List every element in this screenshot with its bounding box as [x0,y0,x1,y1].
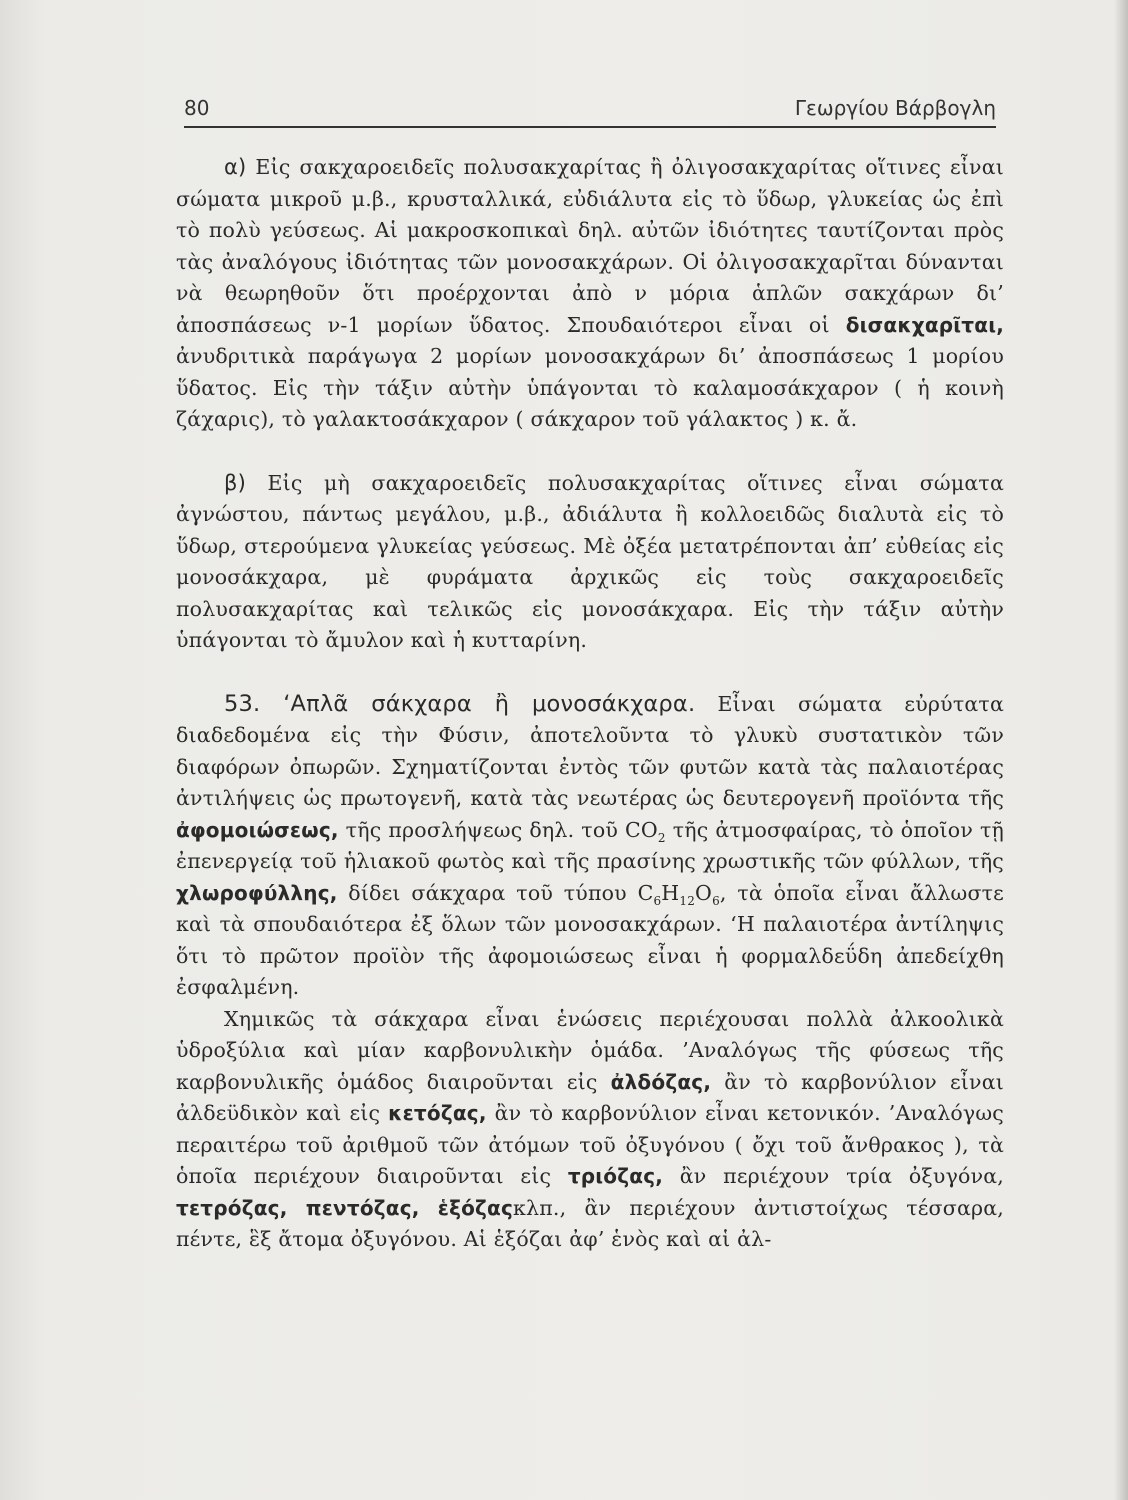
formula-hydrogen-subscript: 12 [679,893,696,908]
item-label-beta: β) [224,470,246,495]
paragraph-beta-text: Εἰς μὴ σακχαροειδεῖς πολυσακχαρίτας οἵτινες εἶναι σώματα ἀγνώστου, πάντως μεγάλου, μ.β., ἀδιάλυτα ἢ κολλοειδῶς διαλυτὰ εἰς τὸ ὕδωρ, στερούμενα γλυκείας γεύσεως. Μὲ ὀξέα μετατρέπονται ἀπ’ εὐθείας εἰς μονοσάκχαρα, μὲ φυράματα ἀρχικῶς εἰς τοὺς σακχαροειδεῖς πολυσακχαρίτας καὶ τελικῶς εἰς μονοσάκχαρα. Εἰς τὴν τάξιν αὐτὴν ὑπάγονται τὸ ἄμυλον καὶ ἡ κυτταρίνη. [176,470,1004,652]
term-trioses: τριόζας, [567,1164,664,1188]
term-ketoses: κετόζας, [388,1101,487,1125]
paragraph-chemistry-text-6 [420,1196,438,1220]
paragraph-beta [176,468,1004,657]
formula-oxygen: O [695,880,713,905]
term-disaccharides: δισακχαρῖται, [845,312,1004,337]
formula-carbon: C [637,880,654,905]
paragraph-chemistry [176,1004,1004,1256]
section-title: ‘Απλᾶ σάκχαρα ἢ μονοσάκχαρα. [260,690,696,717]
formula-oxygen-subscript: 6 [712,893,720,908]
page-header [184,92,996,128]
page-body [176,152,1004,1256]
paragraph-chemistry-text-7: κλπ., ἂν περιέχουν ἀντιστοίχως τέσσαρα, πέντε, ἓξ ἄτομα ὀξυγόνου. Αἱ ἑξόζαι ἀφ’ ἑνὸς καὶ αἱ ἀλ- [176,1195,1004,1251]
paragraph-alpha-text: Εἰς σακχαροειδεῖς πολυσακχαρίτας ἢ ὀλιγοσακχαρίτας οἵτινες εἶναι σώματα μικροῦ μ.β., κρυσταλλικά, εὐδιάλυτα εἰς τὸ ὕδωρ, γλυκείας ὡς ἐπὶ τὸ πολὺ γεύσεως. Αἱ μακροσκοπικαὶ δηλ. αὐτῶν ἰδιότητες ταυτίζονται πρὸς τὰς ἀναλόγους ἰδιότητας τῶν μονοσακχάρων. Οἱ ὀλιγοσακχαρῖται δύνανται νὰ θεωρηθοῦν ὅτι προέρχονται ἀπὸ ν μόρια ἁπλῶν σακχάρων δι’ ἀποσπάσεως ν-1 μορίων ὕδατος. Σπουδαιότεροι εἶναι οἱ [176,155,1004,337]
paragraph-alpha-text-2: ἀνυδριτικὰ παράγωγα 2 μορίων μονοσακχάρων δι’ ἀποσπάσεως 1 μορίου ὕδατος. Εἰς τὴν τάξιν αὐτὴν ὑπάγονται τὸ καλαμοσάκχαρον ( ἡ κοινὴ ζάχαρις), τὸ γαλακτοσάκχαρον ( σάκχαρον τοῦ γάλακτος ) κ. ἄ. [176,344,1004,431]
section-53-text-2: τῆς προσλήψεως δηλ. τοῦ CO [338,817,658,842]
term-hexoses: ἑξόζας [437,1195,514,1220]
co2-subscript: 2 [657,830,666,845]
term-assimilation: ἀφομοιώσεως, [176,817,339,842]
page-number: 80 [184,96,210,120]
paragraph-chemistry-text-1: Χημικῶς τὰ σάκχαρα εἶναι ἑνώσεις περιέχουσαι πολλὰ ἀλκοολικὰ ὑδροξύλια καὶ μίαν καρβονυλικὴν ὁμάδα. ’Αναλόγως τῆς φύσεως τῆς καρβονυλικῆς ὁμάδος διαιροῦνται εἰς [176,1006,1004,1094]
section-number: 53. [224,690,261,717]
section-53-paragraph [176,689,1004,1004]
term-pentoses: πεντόζας, [305,1195,420,1220]
term-chlorophyll: χλωροφύλλης, [176,880,338,905]
section-53-text-4: δίδει σάκχαρα τοῦ τύπου [337,880,638,905]
paragraph-chemistry-text-2: ἂν τὸ καρβονύλιον εἶναι ἀλδεϋδικὸν καὶ εἰς [176,1069,1004,1125]
paragraph-chemistry-text-5 [288,1196,306,1220]
running-head: Γεωργίου Βάρβογλη [794,96,996,120]
formula-carbon-subscript: 6 [653,893,662,908]
section-53-text-5: , τὰ ὁποῖα εἶναι ἄλλωστε καὶ τὰ σπουδαιότερα ἐξ ὅλων τῶν μονοσακχάρων. ‘Η παλαιοτέρα ἀντίληψις ὅτι τὸ πρῶτον προϊὸν τῆς ἀφομοιώσεως εἶναι ἡ φορμαλδεΰδη ἀπεδείχθη ἐσφαλμένη. [176,880,1005,999]
paragraph-alpha [176,152,1004,436]
term-aldoses: ἀλδόζας, [610,1069,712,1094]
paragraph-chemistry-text-3: ἂν τὸ καρβονύλιον εἶναι κετονικόν. ’Αναλόγως περαιτέρω τοῦ ἀριθμοῦ τῶν ἀτόμων τοῦ ὀξυγόνου ( ὄχι τοῦ ἄνθρακος ), τὰ ὁποῖα περιέχουν διαιροῦνται εἰς [176,1101,1004,1188]
section-53-text-3: τῆς ἀτμοσφαίρας, τὸ ὁποῖον τῇ ἐπενεργείᾳ τοῦ ἡλιακοῦ φωτὸς καὶ τῆς πρασίνης χρωστικῆς τῶν φύλλων, τῆς [176,817,1004,873]
formula-hydrogen: H [661,880,680,905]
term-tetroses: τετρόζας, [176,1195,288,1220]
section-53-text-1: Εἶναι σώματα εὐρύτατα διαδεδομένα εἰς τὴν Φύσιν, ἀποτελοῦντα τὸ γλυκὺ συστατικὸν τῶν διαφόρων ὀπωρῶν. Σχηματίζονται ἐντὸς τῶν φυτῶν κατὰ τὰς παλαιοτέρας ἀντιλήψεις ὡς πρωτογενῆ, κατὰ τὰς νεωτέρας ὡς δευτερογενῆ προϊόντα τῆς [176,691,1004,810]
page-edge-shadow [1114,0,1128,1500]
paragraph-spacer [176,657,1004,689]
paragraph-spacer [176,436,1004,468]
paragraph-chemistry-text-4: ἂν περιέχουν τρία ὀξυγόνα, [663,1164,1004,1188]
item-label-alpha: α) [224,155,247,179]
